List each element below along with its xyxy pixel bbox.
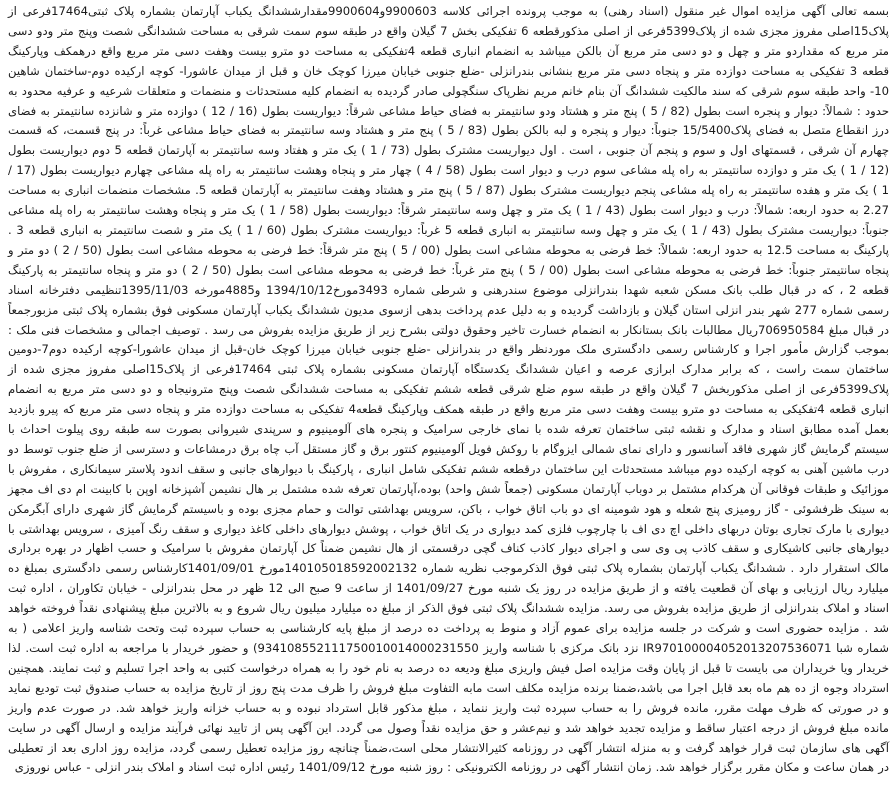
notice-paragraph-technical-specs-and-terms: توصیف اجمالی و مشخصات فنی ملک : بموجب گزارش مأمور اجرا و کارشناس رسمی دادگستری ملک موردنظر واقع در بندرانزلی -ضلع جنوبی خیابان میرزا کوچک خان-قبل از میدان عاشورا-کوچه ارکیده دوم7-دومین ساختمان سمت راست ، که برابر مدارک ابرازی عرصه و اعیان ششدانگ یکدستگاه آپارتمان مسکونی بشماره پلاک ثبتی 17464فرعی از پلاک15اصلی مفروز مجزی شده از پلاک5399فرعی از اصلی مذکوربخش 7 گیلان واقع در طبقه سوم ضلع شرقی قطعه ششم تفکیکی به مساحت ششدانگی شصت وپنج مترونیجاه و دو دسی متر مربع به انضمام انباری قطعه 4تفکیکی به مساحت دو مترو بیست وهفت دسی متر مربع واقع در طبقه همکف وپارکینگ قطعه4 تفکیکی به مساحت دوازده متر و پنجاه دسی متر مربع که پیرو بازدید بعمل آمده مطابق اسناد و مدارک و نقشه ثبتی ساختمان تعرفه شده با نمای خارجی سرامیک و پنجره های آلومینیوم و سرپندی شیروانی بصورت سه طبقه روی پیلوت احداث با سیستم گرمایش گاز شهری فاقد آسانسور و دارای نمای شمالی ایزوگام با روکش فویل آلومینیوم کنتور برق و گاز مستقل آب چاه برق درمشاعات و دسترسی از ضلع جنوب توسط دو درب ماشین آهنی به کوچه ارکیده دوم میباشد مستحدثات این ساختمان درقطعه ششم تفکیکی شامل انباری ، پارکینگ با دیوارهای جانبی و سقف اندود پلاستر سیمانکاری ، مفروش با موزائیک و طبقات فوقانی آن هرکدام مشتمل بر دوباب آپارتمان مسکونی (جمعاً شش واحد) بوده،آپارتمان تعرفه شده مشتمل بر هال نشیمن آشپزخانه اوپن با کابینت ام دی اف مجهز به سینک ظرفشوئی - گاز رومیزی پنج شعله و هود شومینه ای دو باب اتاق خواب ، باکن، سرویس بهداشتی توالت و حمام مجزی بوده و باسیستم گرمایش گاز شهری دارای آبگرمکن دیواری با مارک تجاری بوتان دربهای داخلی اچ دی اف با چارچوب فلزی کمد دیواری در یک اتاق خواب ، پوشش دیوارهای داخلی کاغذ دیواری و سقف رنگ آمیزی ، سرویس بهداشتی با دیوارهای جانبی کاشیکاری و سقف کاذب پی وی سی و اجرای دیوار کاذب کناف گچی درقسمتی از هال نشیمن ضمناً کل آپارتمان مفروش با سرامیک و حسب اظهار در بهره برداری مالک استقرار دارد . ششدانگ یکباب آپارتمان بشماره پلاک ثبتی فوق الذکرموجب نظریه شماره 140105018592002132مورخ 1401/09/01کارشناس رسمی دادگستری بمبلغ ده میلیارد ریال ارزیابی و بهای آن قطعیت یافته و از طریق مزایده در روز یک شنبه مورخ 1401/09/27 از ساعت 9 صبح الی 12 ظهر در محل بندرانزلی - خیابان تکاوران ، اداره ثبت اسناد و املاک بندرانزلی از طریق مزایده بفروش می رسد. مزایده ششدانگ پلاک ثبتی فوق الذکر از مبلغ ده میلیارد میلیون ریال شروع و به بالاترین مبلغ پیشنهادی نقداً فروخته خواهد شد . مزایده حضوری است و شرکت در جلسه مزایده برای عموم آزاد و منوط به پرداخت ده درصد از مبلغ پایه کارشناسی به حساب سپرده ثبت وتحت شناسه واریز اعلامی ( به شماره شبا IR970100004052013207536071 نزد بانک مرکزی با شناسه واریز 934108552111750010014000231550) و حضور خریدار با مراجعه به اداره ثبت است. لذا خریدار ویا خریداران می بایست تا قبل از پایان وقت مزایده اصل فیش واریزی مبلغ ودیعه ده درصد به نام خود را به همراه درخواست کتبی به واحد اجرا تسلیم و ثبت نمایند. همچنین استرداد وجوه از ده هم ماه بعد قابل اجرا می باشد،ضمنا برنده مزایده مکلف است مابه التفاوت مبلغ فروش را ظرف مدت پنج روز از تاریخ مزایده به حساب صندوق ثبت تودیع نماید و در صورتی که ظرف مهلت مقرر، مانده فروش را به حساب سپرده ثبت واریز ننماید ، مبلغ مذکور قابل استرداد نبوده و به حساب خزانه واریز خواهد شد. در صورت عدم واریز مانده مبلغ فروش از درجه اعتبار ساقط و مزایده تجدید خواهد شد و نیم‌عشر و حق مزایده نقداً وصول می گردد. این آگهی پس از تایید نهائی فرآیند مزایده و ارسال آگهی در سایت آگهی های سازمان ثبت قرار خواهد گرفت و به منزله انتشار آگهی در روزنامه کثیرالانتشار محلی است،ضمناً چنانچه روز مزایده تعطیل رسمی گردد، مزایده روز اداری بعد از تعطیلی در همان ساعت و مکان مقرر برگزار خواهد شد. زمان انتشار آگهی در روزنامه الکترونیکی : روز شنبه مورخ 1401/09/12 رئیس اداره ثبت اسناد و املاک بندر انزلی - عباس نوروزی — [8, 322, 890, 775]
notice-paragraph-property-description: بسمه تعالی آگهی مزایده اموال غیر منقول (اسناد رهنی) به موجب پرونده اجرائی کلاسه 9900603و9900604مقدارششدانگ یکباب آپارتمان بشماره پلاک ثبتی17464فرعی از پلاک15اصلی مفروز مجزی شده از پلاک5399فرعی از اصلی مذکورقطعه 6 تفکیکی بخش 7 گیلان واقع در طبقه سوم سمت شرقی به مساحت ششدانگی شصت وپنج متر ودو دسی متر مربع که مقداردو متر و چهل و دو دسی متر مربع آن بالکن میباشد به انضمام انباری قطعه 4تفکیکی به مساحت دو مترو بیست وهفت دسی متر مربع واقع درهمکف وپارکینگ قطعه 3 تفکیکی به مساحت دوازده متر و پنجاه دسی متر مربع بنشانی بندرانزلی -ضلع جنوبی خیابان میرزا کوچک خان و قبل از میدان عاشورا- کوچه ارکیده دوم-ساختمان شاهین 10- واحد طبقه سوم شرقی که سند مالکیت ششدانگ آن بنام خانم مریم نظرپاک سنگچولی صادر گردیده به انضمام کلیه مستحدثات و منضمات و متعلقات شرعیه و عرفیه محدود به حدود : شمالاً: دیوار و پنجره است بطول (82 / 5 ) پنج متر و هشتاد ودو سانتیمتر به فضای حیاط مشاعی شرقاً: دیواریست بطول (16 / 12 ) دوازده متر و شانزده سانتیمتر به فضای درز انقطاع متصل به فضای پلاک15/5400 جنوباً: دیوار و پنجره و لبه بالکن بطول (83 / 5 ) پنج متر و هشتاد وسه سانتیمتر به فضای حیاط مشاعی غرباً: در پنج قسمت، که قسمت چهارم آن شرقی ، قسمتهای اول و سوم و پنجم آن جنوبی ، است . اول دیواریست مشترک بطول (73 / 1 ) یک متر و هفتاد وسه سانتیمتر به آپارتمان قطعه 5 دوم دیواریست بطول (12 / 1 ) یک متر و دوازده سانتیمتر به راه پله مشاعی سوم درب و دیوار است بطول (58 / 4 ) چهار متر و پنجاه وهشت سانتیمتر به راه پله مشاعی چهارم دیواریست بطول (17 / 1 ) یک متر و هفده سانتیمتر به راه پله مشاعی پنجم دیواریست مشترک بطول (87 / 5 ) پنج متر و هشتاد وهفت سانتیمتر به آپارتمان قطعه 5. مشخصات منضمات انباری به مساحت 2.27 به حدود اربعه: شمالاً: درب و دیوار است بطول (43 / 1 ) یک متر و چهل وسه سانتیمتر شرقاً: دیواریست بطول (58 / 1 ) یک متر و پنجاه وهشت سانتیمتر به راه پله مشاعی جنوباً: دیواریست مشترک بطول (43 / 1 ) یک متر و چهل وسه سانتیمتر به انباری قطعه 5 غرباً: دیواریست مشترک بطول (60 / 1 ) یک متر و شصت سانتیمتر به انباری قطعه 3 . پارکینگ به مساحت 12.5 به حدود اربعه: شمالاً: خط فرضی به محوطه مشاعی است بطول (00 / 5 ) پنج متر شرقاً: خط فرضی به محوطه مشاعی است بطول (50 / 2 ) دو متر و پنجاه سانتیمتر جنوباً: خط فرضی به محوطه مشاعی است بطول (00 / 5 ) پنج متر غرباً: خط فرضی به محوطه مشاعی است بطول (50 / 2 ) دو متر و پنجاه سانتیمتر به پارکینگ قطعه 2 ، که در قبال طلب بانک مسکن شعبه شهدا بندرانزلی موضوع سندرهنی و شرطی شماره 3493مورخ1394/10/12 و4885مورخه 1395/11/03تنظیمی دفترخانه اسناد رسمی شماره 277 شهر بندر انزلی استان گیلان و بازداشت گردیده و به دلیل عدم پرداخت بدهی ازسوی مدیون ششدانگ یکباب آپارتمان مسکونی فوق بشماره پلاک ثبتی مزبورجمعاً در قبال مبلغ 706950584ریال مطالبات بانک بستانکار به انضمام خسارت تاخیر وحقوق دولتی بشرح زیر از طریق مزایده بفروش می رسد . — [8, 4, 890, 337]
auction-notice-text — [8, 2, 889, 778]
